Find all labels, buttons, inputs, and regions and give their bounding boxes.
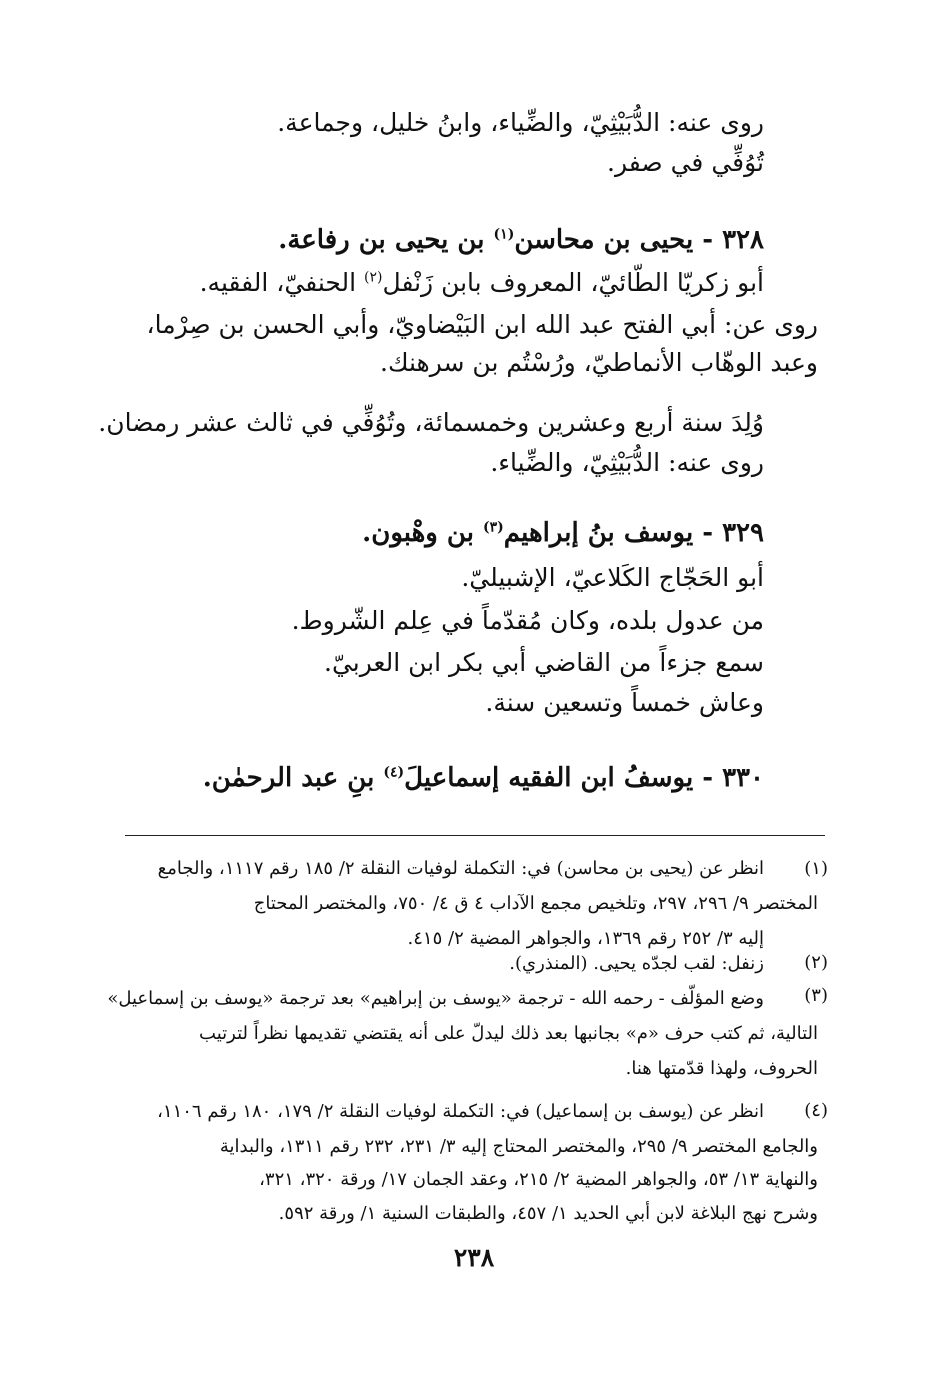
- entry-title-tail: بن يحيى بن رفاعة.: [278, 225, 485, 255]
- footnote-line: انظر عن (يوسف بن إسماعيل) في: التكملة لوفيات النقلة ٢/ ١٧٩، ١٨٠ رقم ١١٠٦،: [157, 1101, 764, 1122]
- footnote-separator: [125, 835, 825, 836]
- text-segment: أبو زكريّا الطّائيّ، المعروف بابن زَنْفل: [382, 268, 764, 297]
- entry-title: ٣٣٠ - يوسفُ ابن الفقيه إسماعيلَ: [404, 763, 764, 793]
- text-line: [200, 270, 764, 295]
- entry-heading-328: [278, 227, 764, 253]
- text-line: وعبد الوهّاب الأنماطيّ، ورُسْتُم بن سرهنك.: [380, 348, 818, 377]
- footnote-ref: (٣): [483, 519, 504, 536]
- text-line: وعاش خمساً وتسعين سنة.: [485, 688, 764, 717]
- footnote-line: وضع المؤلّف - رحمه الله - ترجمة «يوسف بن إبراهيم» بعد ترجمة «يوسف بن إسماعيل»: [107, 988, 764, 1009]
- text-line: من عدول بلده، وكان مُقدّماً في عِلم الشّروط.: [291, 606, 764, 635]
- entry-title: ٣٢٩ - يوسف بنُ إبراهيم: [503, 518, 764, 548]
- footnote-number: (١): [804, 858, 828, 879]
- entry-heading-330: [203, 765, 764, 791]
- footnote-line: انظر عن (يحيى بن محاسن) في: التكملة لوفيات النقلة ٢/ ١٨٥ رقم ١١١٧، والجامع: [157, 858, 764, 879]
- text-segment: الحنفيّ، الفقيه.: [199, 268, 357, 297]
- footnote-number: (٤): [804, 1100, 828, 1121]
- text-line: أبو الحَجّاج الكَلاعيّ، الإشبيليّ.: [461, 563, 764, 592]
- footnote-number: (٣): [804, 985, 828, 1006]
- footnote-ref: (٢): [364, 269, 383, 286]
- footnote-number: (٢): [804, 952, 828, 973]
- footnote-line: والجامع المختصر ٩/ ٢٩٥، والمختصر المحتاج إليه ٣/ ٢٣١، ٢٣٢ رقم ١٣١١، والبداية: [219, 1136, 818, 1157]
- text-line: وُلِدَ سنة أربع وعشرين وخمسمائة، وتُوُفِّي في ثالث عشر رمضان.: [98, 408, 764, 437]
- entry-title: ٣٢٨ - يحيى بن محاسن: [514, 225, 764, 255]
- entry-title-tail: بن وهْبون.: [362, 518, 474, 548]
- page-number: ٢٣٨: [453, 1243, 495, 1272]
- text-line: تُوُفِّي في صفر.: [607, 148, 764, 177]
- footnote-line: الحروف، ولهذا قدّمتها هنا.: [625, 1058, 818, 1079]
- footnote-ref: (٤): [383, 764, 405, 781]
- footnote-line: المختصر ٩/ ٢٩٦، ٢٩٧، وتلخيص مجمع الآداب ٤ ق ٤/ ٧٥٠، والمختصر المحتاج: [253, 893, 818, 914]
- footnote-line: التالية، ثم كتب حرف «م» بجانبها بعد ذلك ليدلّ على أنه يقتضي تقديمها نظراً لترتيب: [199, 1023, 818, 1044]
- text-line: سمع جزءاً من القاضي أبي بكر ابن العربيّ.: [324, 648, 764, 677]
- text-line: روى عنه: الدُّبَيْثِيّ، والضِّياء.: [490, 448, 764, 477]
- footnote-line: والنهاية ١٣/ ٥٣، والجواهر المضية ٢/ ٢١٥، وعقد الجمان ١٧/ ورقة ٣٢٠، ٣٢١،: [259, 1169, 818, 1190]
- text-line: روى عن: أبي الفتح عبد الله ابن البَيْضاويّ، وأبي الحسن بن صِرْما،: [146, 310, 818, 339]
- footnote-line: وشرح نهج البلاغة لابن أبي الحديد ١/ ٤٥٧، والطبقات السنية ١/ ورقة ٥٩٢.: [278, 1203, 818, 1224]
- footnote-line: إليه ٣/ ٢٥٢ رقم ١٣٦٩، والجواهر المضية ٢/ ٤١٥.: [407, 928, 764, 949]
- entry-heading-329: [362, 520, 764, 546]
- entry-title-tail: بنِ عبد الرحمٰن.: [202, 763, 375, 793]
- footnote-ref: (١): [493, 226, 515, 243]
- text-line: روى عنه: الدُّبَيْثِيّ، والضِّياء، وابنُ خليل، وجماعة.: [277, 108, 764, 137]
- footnote-line: زنفل: لقب لجدّه يحيى. (المنذري).: [509, 953, 764, 974]
